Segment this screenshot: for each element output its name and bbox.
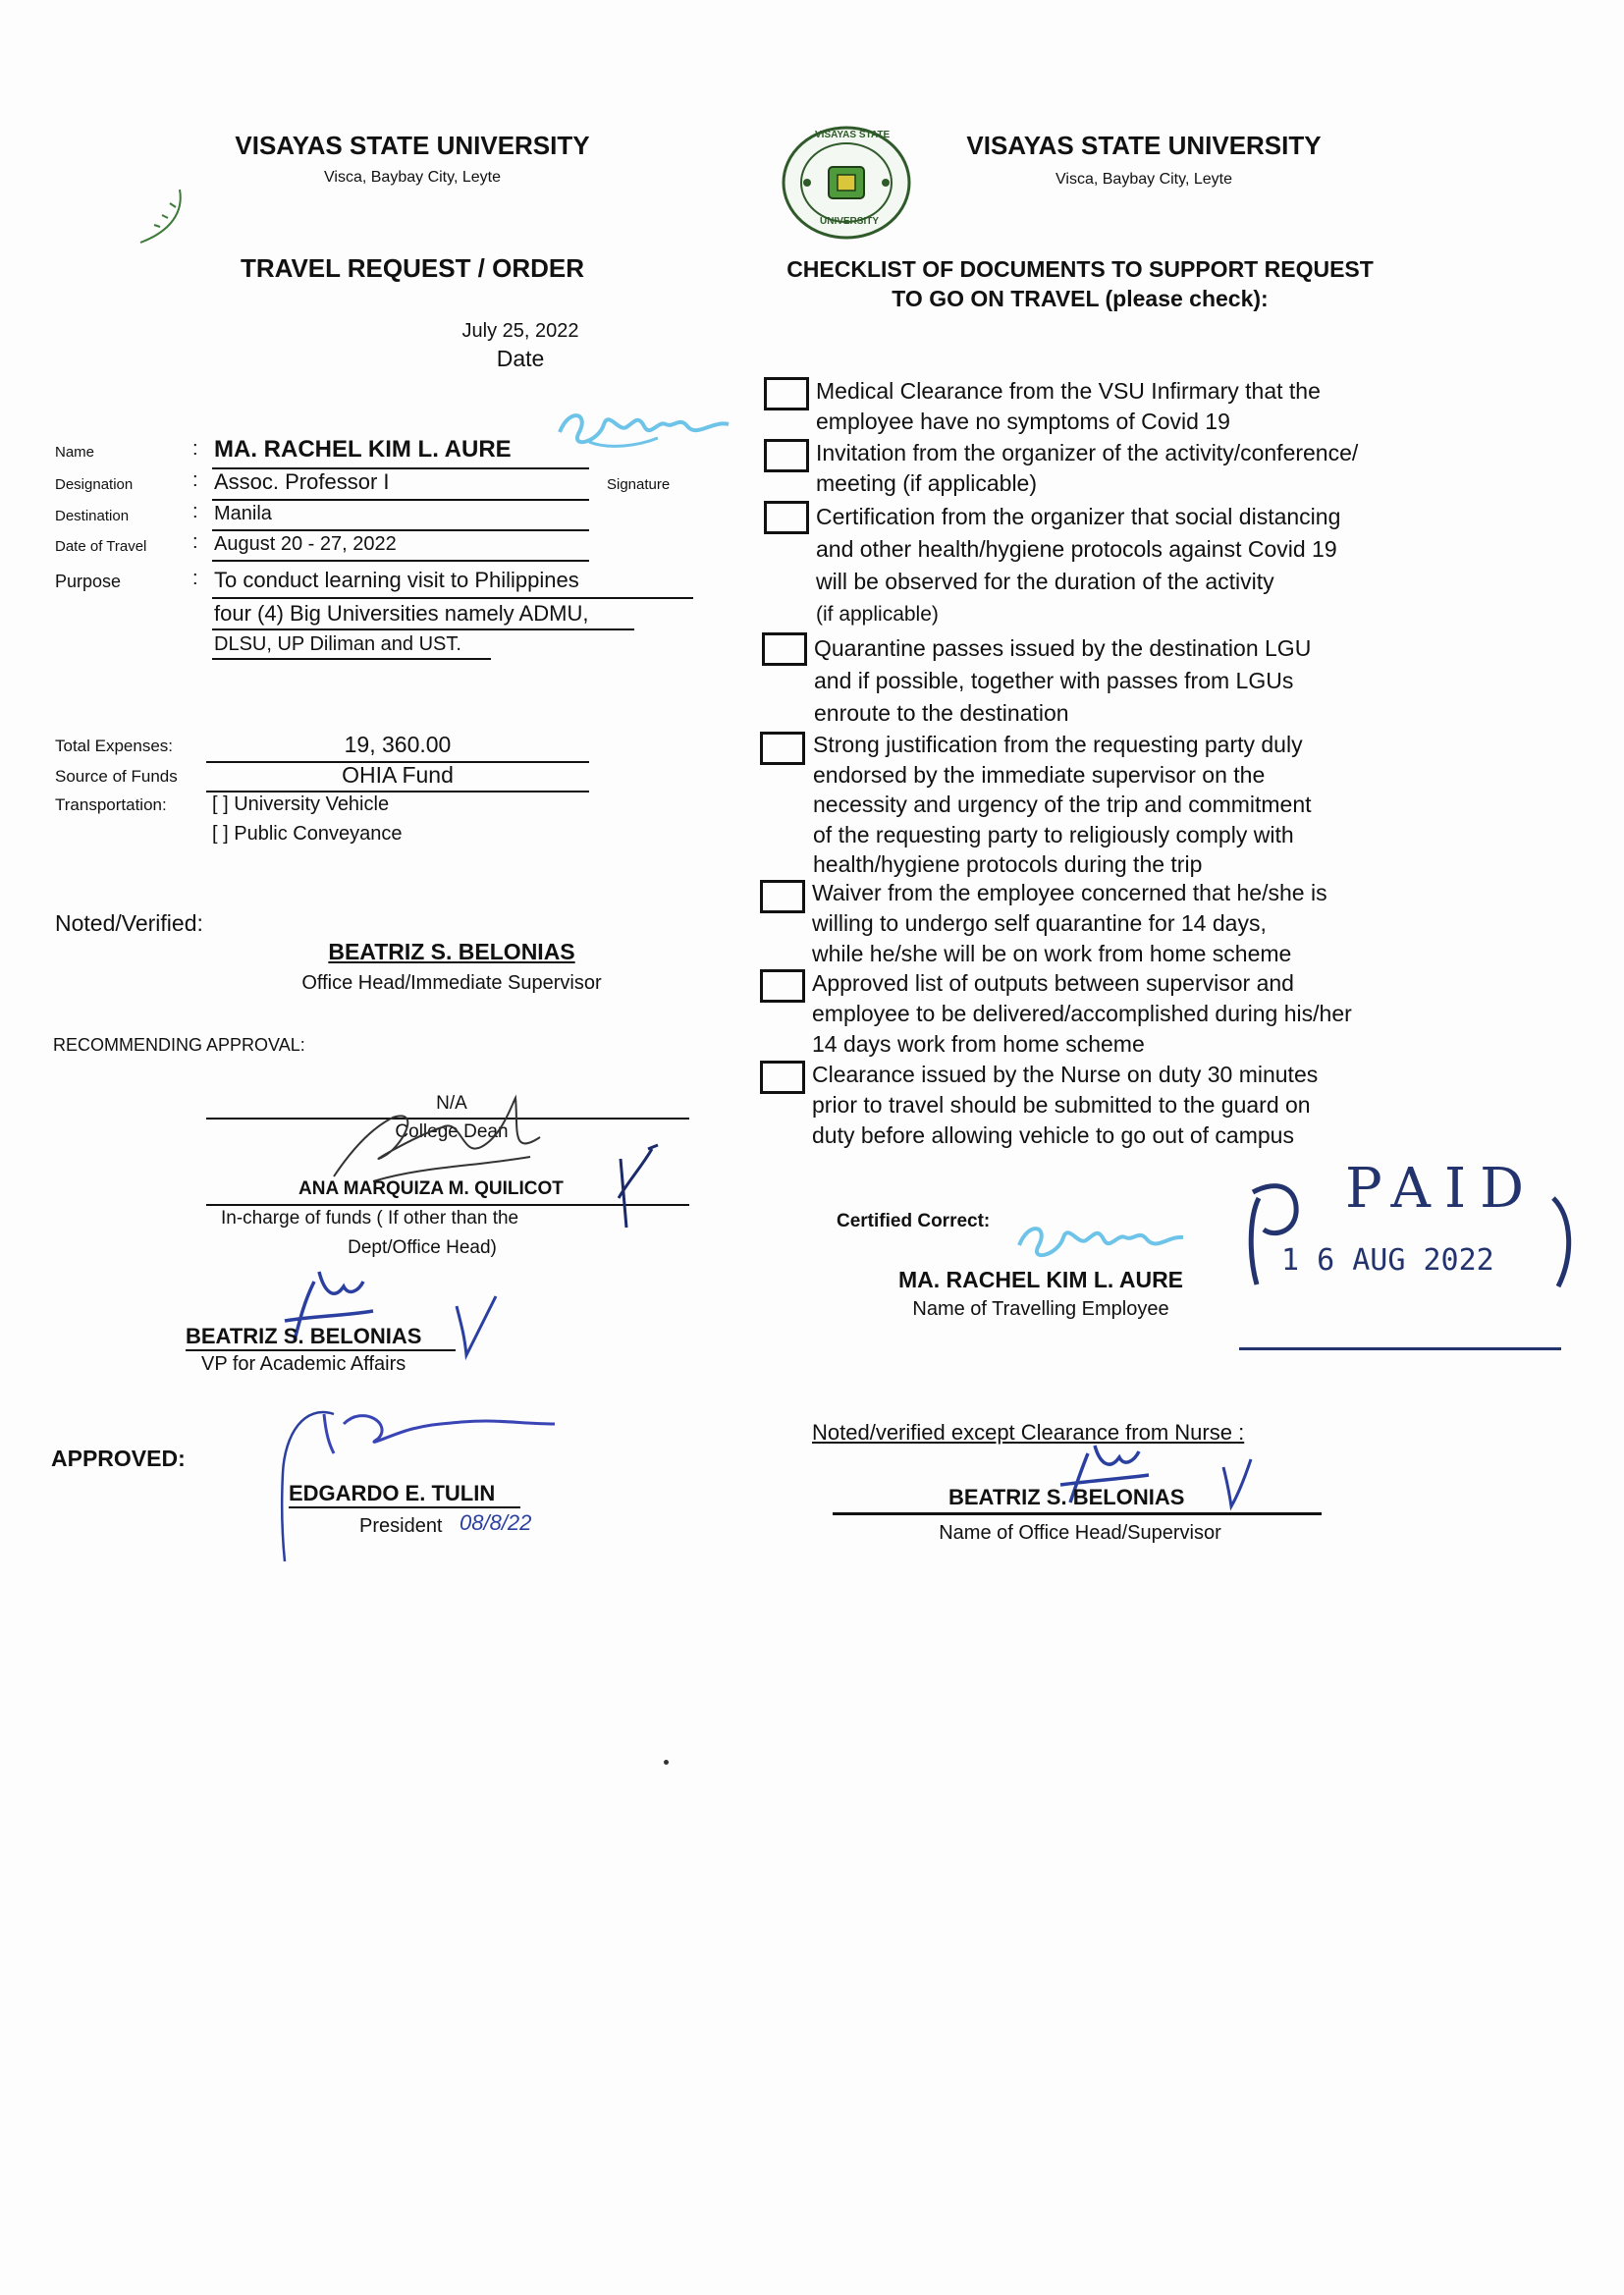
dean-value: N/A — [436, 1093, 467, 1114]
left-university-name: VISAYAS STATE UNIVERSITY — [235, 131, 590, 160]
request-date: July 25, 2022 — [461, 320, 579, 342]
transportation-label: Transportation: — [55, 795, 167, 814]
president-name: EDGARDO E. TULIN — [289, 1481, 496, 1505]
designation-label: Designation — [55, 476, 134, 493]
right-university-name: VISAYAS STATE UNIVERSITY — [966, 131, 1322, 160]
purpose-line-2: four (4) Big Universities namely ADMU, — [214, 601, 589, 626]
checklist-item-quarantine-passes: Quarantine passes issued by the destination LGU and if possible, together with passes from LGUs enroute to the destination — [814, 635, 1312, 726]
checklist-item-justification: Strong justification from the requesting party duly endorsed by the immediate supervisor on the necessity and urgency of the trip and commitment of the requesting party to religiously comply with health/hygiene protocols during the trip — [813, 732, 1312, 877]
paid-stamp-text: PAID — [1345, 1157, 1538, 1221]
recommending-approval-label: RECOMMENDING APPROVAL: — [53, 1035, 305, 1055]
checkbox-medical-clearance[interactable] — [764, 377, 809, 410]
certified-name: MA. RACHEL KIM L. AURE — [897, 1267, 1184, 1292]
supervisor-initial-icon — [1218, 1453, 1257, 1512]
initial-mark-icon — [611, 1139, 670, 1237]
stray-dot — [664, 1760, 669, 1765]
funds-officer-title-line-1: In-charge of funds ( If other than the — [221, 1208, 519, 1229]
dean-title: College Dean — [395, 1121, 509, 1142]
travel-order-title: TRAVEL REQUEST / ORDER — [240, 253, 585, 283]
transport-option-university-vehicle: [ ] University Vehicle — [212, 793, 390, 815]
checklist-title-line-2: TO GO ON TRAVEL (please check): — [892, 286, 1269, 311]
checklist-item-medical-clearance: Medical Clearance from the VSU Infirmary that the employee have no symptoms of Covid 19 — [816, 378, 1321, 434]
seal-text-top: VISAYAS STATE — [815, 130, 891, 140]
source-of-funds-value: OHIA Fund — [342, 762, 454, 788]
certified-title: Name of Travelling Employee — [912, 1298, 1169, 1320]
checkbox-quarantine-passes[interactable] — [762, 632, 807, 666]
checkbox-nurse-clearance[interactable] — [760, 1061, 805, 1094]
total-expenses-label: Total Expenses: — [55, 737, 174, 755]
noted-title: Office Head/Immediate Supervisor — [301, 972, 602, 994]
checkbox-certification[interactable] — [764, 501, 809, 534]
noted-name: BEATRIZ S. BELONIAS — [328, 939, 575, 964]
paid-stamp-date: 1 6 AUG 2022 — [1281, 1243, 1494, 1278]
destination-label: Destination — [55, 508, 130, 524]
vp-name: BEATRIZ S. BELONIAS — [186, 1324, 422, 1348]
vp-title: VP for Academic Affairs — [201, 1353, 406, 1375]
supervisor-title: Name of Office Head/Supervisor — [939, 1522, 1221, 1544]
checklist-item-nurse-clearance: Clearance issued by the Nurse on duty 30 minutes prior to travel should be submitted to the guard on duty before allowing vehicle to go out of campus — [812, 1062, 1319, 1148]
travel-date-label: Date of Travel — [55, 538, 147, 555]
source-of-funds-label: Source of Funds — [55, 767, 178, 786]
left-corner-mark-icon — [133, 182, 191, 250]
purpose-line-3: DLSU, UP Diliman and UST. — [214, 633, 461, 655]
purpose-line-1: To conduct learning visit to Philippines — [214, 568, 579, 592]
requester-signature-icon — [550, 403, 736, 462]
certified-correct-label: Certified Correct: — [837, 1211, 991, 1231]
name-value: MA. RACHEL KIM L. AURE — [214, 436, 512, 463]
destination-value: Manila — [214, 503, 272, 524]
certifier-signature-icon — [1011, 1216, 1188, 1275]
seal-text-bottom: UNIVERSITY — [820, 216, 880, 227]
noted-except-nurse-label: Noted/verified except Clearance from Nurse : — [812, 1420, 1245, 1445]
travel-date-value: August 20 - 27, 2022 — [214, 533, 397, 555]
name-label: Name — [55, 444, 95, 461]
date-label: Date — [496, 346, 545, 371]
signature-label: Signature — [607, 476, 671, 493]
checklist-item-certification: Certification from the organizer that social distancing and other health/hygiene protocols against Covid 19 will be observed for the duration of the activity (if applicable) — [816, 504, 1341, 626]
supervisor-name: BEATRIZ S. BELONIAS — [948, 1485, 1185, 1509]
checklist-item-approved-outputs: Approved list of outputs between supervisor and employee to be delivered/accomplished during his/her 14 days work from home scheme — [812, 970, 1352, 1057]
checklist-item-invitation: Invitation from the organizer of the activity/conference/ meeting (if applicable) — [816, 440, 1359, 496]
total-expenses-value: 19, 360.00 — [344, 732, 452, 757]
transport-option-public-conveyance: [ ] Public Conveyance — [212, 823, 403, 845]
handwritten-date: 08/8/22 — [460, 1510, 532, 1535]
checkbox-justification[interactable] — [760, 732, 805, 765]
checkbox-approved-outputs[interactable] — [760, 969, 805, 1003]
checklist-title-line-1: CHECKLIST OF DOCUMENTS TO SUPPORT REQUEST — [786, 256, 1374, 282]
checkbox-invitation[interactable] — [764, 439, 809, 472]
right-university-address: Visca, Baybay City, Leyte — [1056, 171, 1232, 188]
vp-initial-icon — [447, 1286, 506, 1365]
president-title: President — [359, 1515, 443, 1537]
purpose-label: Purpose — [55, 572, 122, 591]
approved-label: APPROVED: — [51, 1446, 186, 1471]
left-university-address: Visca, Baybay City, Leyte — [324, 169, 501, 186]
designation-value: Assoc. Professor I — [214, 469, 390, 494]
funds-officer-name: ANA MARQUIZA M. QUILICOT — [298, 1178, 564, 1199]
funds-officer-title-line-2: Dept/Office Head) — [348, 1237, 497, 1258]
checklist-item-waiver: Waiver from the employee concerned that he/she is willing to undergo self quarantine for 14 days, while he/she will be on work from home scheme — [812, 880, 1327, 966]
noted-verified-label: Noted/Verified: — [55, 910, 203, 936]
checkbox-waiver[interactable] — [760, 880, 805, 913]
